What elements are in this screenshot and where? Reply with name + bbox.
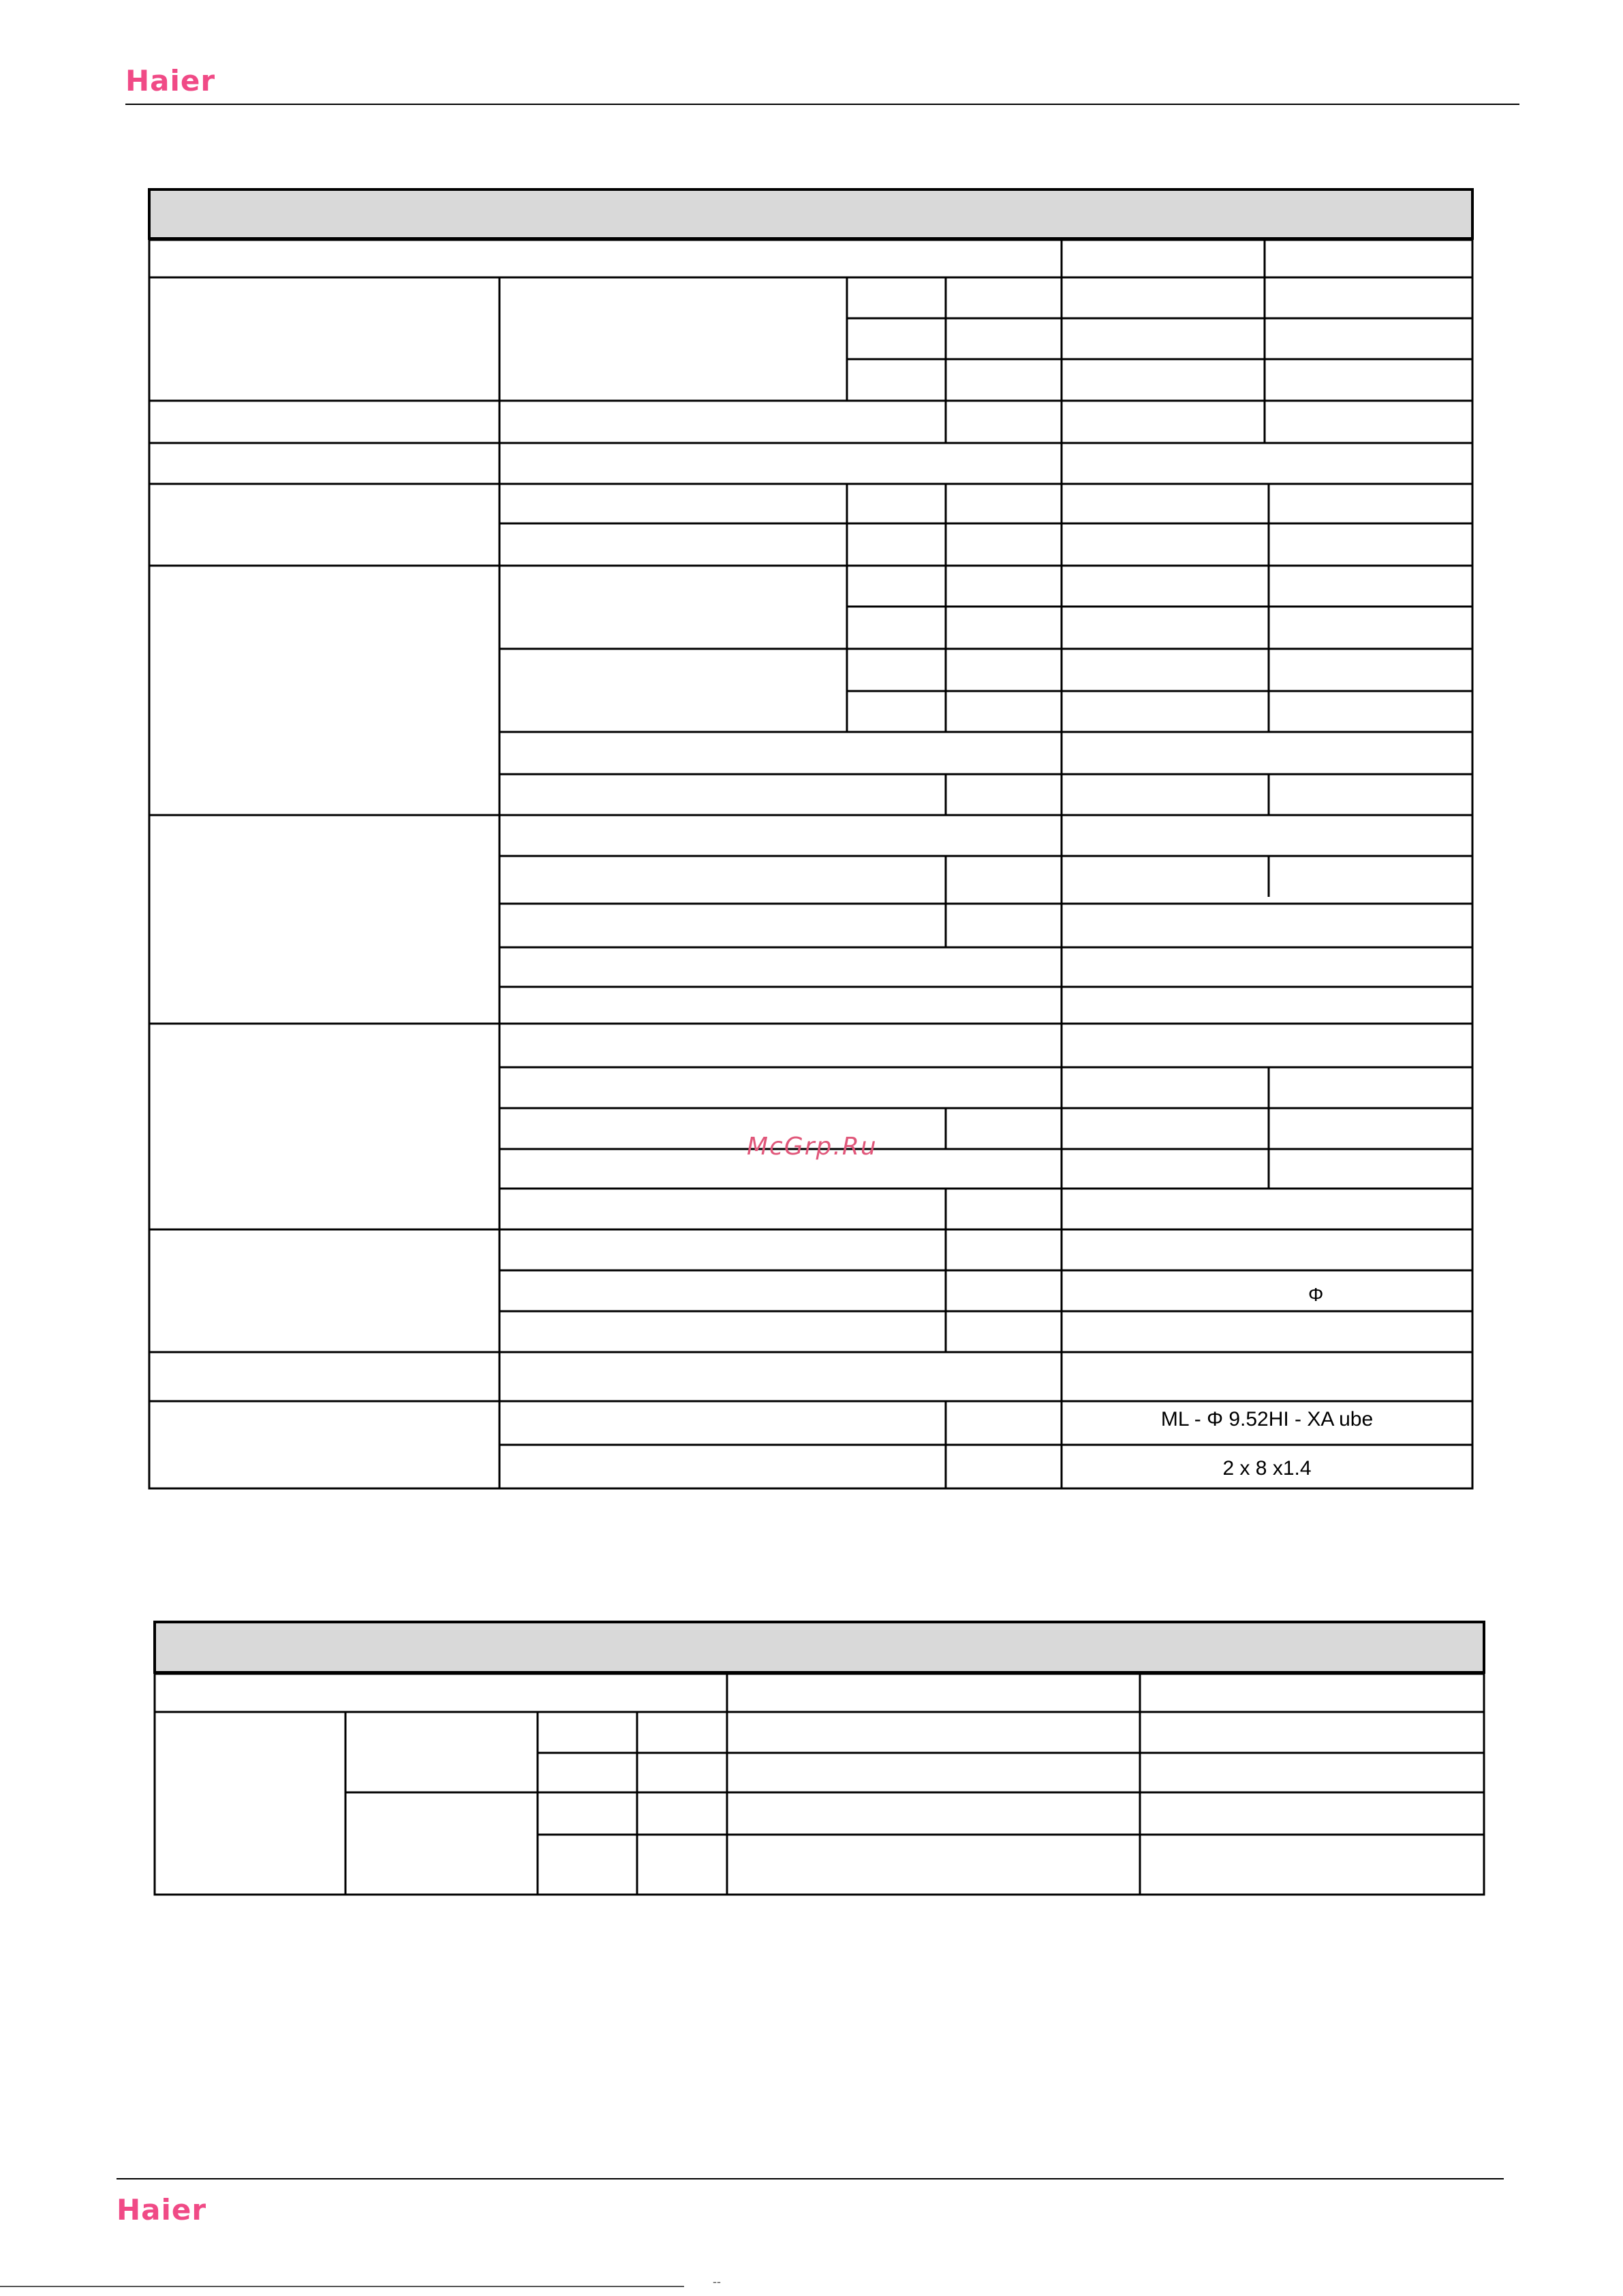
watermark: McGrp.Ru — [747, 1133, 878, 1161]
phi-symbol: Φ — [1308, 1284, 1324, 1305]
page-mark: -- — [713, 2275, 721, 2289]
footer-rule — [117, 2178, 1504, 2179]
haier-logo-top: Haier — [125, 64, 216, 97]
footer-bottom-rule — [0, 2286, 684, 2287]
pipe-size-text: 2 x 8 x1.4 — [1222, 1457, 1312, 1480]
pipe-model-text: ML - Φ 9.52HI - XA ube — [1160, 1408, 1374, 1430]
haier-logo-bottom: Haier — [117, 2193, 207, 2226]
